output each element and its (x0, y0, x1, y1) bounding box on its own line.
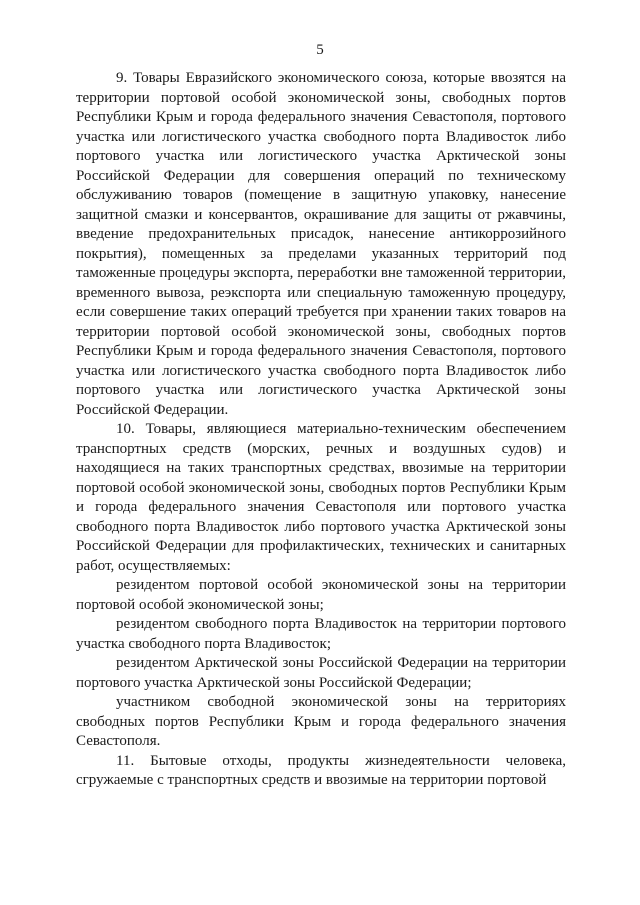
list-item-vladivostok-resident: резидентом свободного порта Владивосток на территории портового участка свободного порта Владивосток; (76, 616, 566, 652)
page-number: 5 (316, 42, 324, 58)
list-item-free-economic-zone-participant: участником свободной экономической зоны на территориях свободных портов Республики Крым и города федерального значения Севастополя. (76, 694, 566, 749)
paragraph-item-9: 9. Товары Евразийского экономического союза, которые ввозятся на территории портовой особой экономической зоны, свободных портов Республики Крым и города федерального значения Севастополя, портового участка или логистического участка свободного порта Владивосток либо портового участка или логистического участка Арктической зоны Российской Федерации для совершения операций по техническому обслуживанию товаров (помещение в защитную упаковку, нанесение защитной смазки и консервантов, окрашивание для защиты от ржавчины, введение предохранительных присадок, нанесение антикоррозийного покрытия), помещенных за пределами указанных территорий под таможенные процедуры экспорта, переработки вне таможенной территории, временного вывоза, реэкспорта или специальную таможенную процедуру, если совершение таких операций требуется при хранении таких товаров на территории портовой особой экономической зоны, свободных портов Республики Крым и города федерального значения Севастополя, портового участка или логистического участка свободного порта Владивосток либо портового участка или логистического участка Арктической зоны Российской Федерации. (76, 70, 566, 418)
paragraph-item-10: 10. Товары, являющиеся материально-техническим обеспечением транспортных средств (морских, речных и воздушных судов) и находящиеся на таких транспортных средствах, ввозимые на территории портовой особой экономической зоны, свободных портов Республики Крым и города федерального значения Севастополя или портового участка свободного порта Владивосток либо портового участка Арктической зоны Российской Федерации для профилактических, технических и санитарных работ, осуществляемых: (76, 421, 566, 574)
document-body (76, 69, 566, 791)
list-item-arctic-resident: резидентом Арктической зоны Российской Федерации на территории портового участка Арктической зоны Российской Федерации; (76, 655, 566, 691)
paragraph-item-11: 11. Бытовые отходы, продукты жизнедеятельности человека, сгружаемые с транспортных средств и ввозимые на территории портовой (76, 752, 566, 788)
list-item-port-sez-resident: резидентом портовой особой экономической зоны на территории портовой особой экономической зоны; (76, 577, 566, 613)
